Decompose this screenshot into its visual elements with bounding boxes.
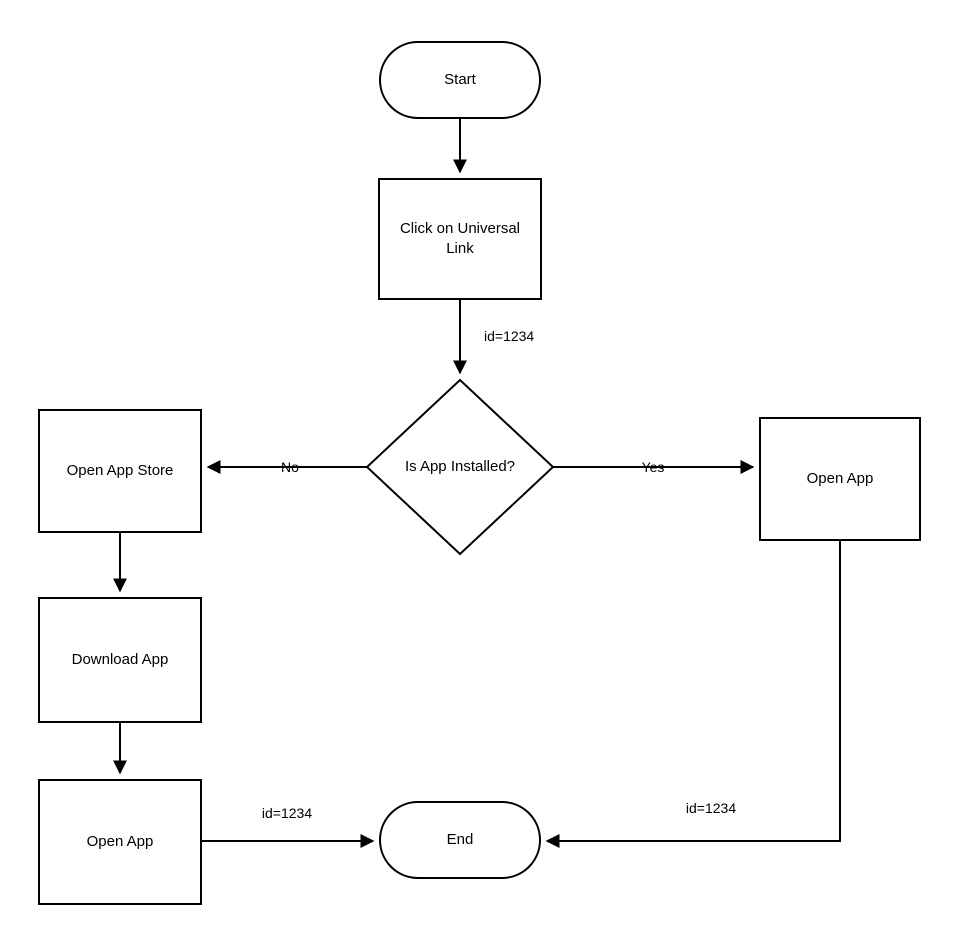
node-openapp2-label: Open App [806, 469, 874, 487]
node-decision-shape [367, 380, 553, 554]
node-appstore-shape [39, 410, 201, 532]
node-download-label: Download App [71, 650, 169, 668]
edge-label-yes: Yes [641, 459, 665, 475]
node-start-label: Start [444, 70, 476, 88]
node-click-shape [379, 179, 541, 299]
node-appstore-label: Open App Store [66, 461, 174, 479]
edge-openapp2-to-end [547, 540, 840, 841]
edge-label-click-to-decision: id=1234 [484, 328, 535, 344]
edge-label-no: No [281, 459, 299, 475]
node-end-label: End [446, 830, 474, 848]
edge-label-openapp2-to-end: id=1234 [685, 800, 737, 816]
node-start-shape [380, 42, 540, 118]
node-openapp1-shape [39, 780, 201, 904]
node-openapp2-shape [760, 418, 920, 540]
node-openapp1-label: Open App [86, 832, 154, 850]
node-download-shape [39, 598, 201, 722]
edge-label-openapp1-to-end: id=1234 [261, 805, 313, 821]
node-click-label: Click on Universal Link [399, 219, 521, 257]
node-decision-label: Is App Installed? [404, 457, 516, 475]
node-end-shape [380, 802, 540, 878]
